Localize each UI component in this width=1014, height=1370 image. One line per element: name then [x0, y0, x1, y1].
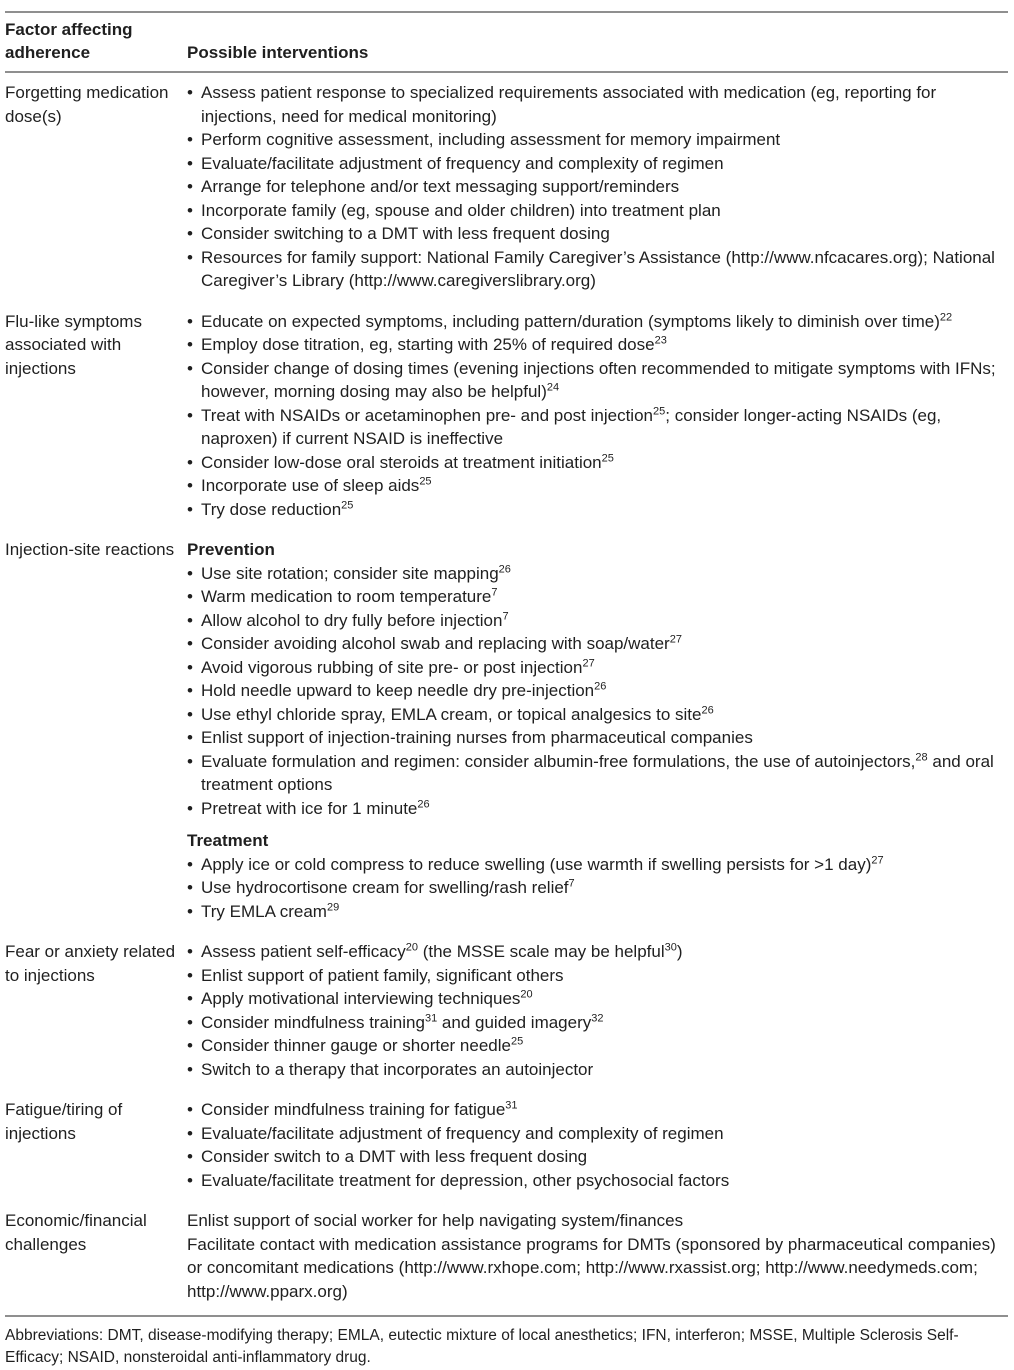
- section-heading: Treatment: [187, 831, 269, 850]
- bullet-item: • Hold needle upward to keep needle dry pre-injection$^{26}$: [187, 679, 1006, 703]
- interventions-cell: [187, 538, 1008, 923]
- bullet-list: [187, 940, 1006, 1081]
- interventions-cell: [187, 81, 1008, 293]
- table-header: [5, 13, 1008, 71]
- factor-cell: Injection-site reactions: [5, 540, 175, 559]
- bullet-item: • Allow alcohol to dry fully before injection$^7$: [187, 609, 1006, 633]
- bullet-list: [187, 81, 1006, 293]
- bullet-item: • Try dose reduction$^{25}$: [187, 498, 1006, 522]
- table-row: [5, 1098, 1008, 1192]
- bullet-item: • Enlist support of injection-training nurses from pharmaceutical companies: [187, 726, 1006, 750]
- factor-cell: Flu-like symptoms associated with injections: [5, 311, 142, 378]
- abbreviations-footnote: Abbreviations: DMT, disease-modifying therapy; EMLA, eutectic mixture of local anesthetics; IFN, interferon; MSSE, Multiple Sclerosis Self-Efficacy; NSAID, nonsteroidal anti-inflammatory drug.: [5, 1327, 959, 1366]
- bullet-item: • Use site rotation; consider site mapping$^{26}$: [187, 562, 1006, 586]
- bullet-list: [187, 1098, 1006, 1192]
- table-body: [5, 73, 1008, 1303]
- table-row: [5, 538, 1008, 923]
- bullet-item: • Assess patient response to specialized requirements associated with medication (eg, reporting for injections, need for medical monitoring): [187, 81, 1006, 128]
- bullet-item: • Treat with NSAIDs or acetaminophen pre- and post injection$^{25}$; consider longer-acting NSAIDs (eg, naproxen) if current NSAID is ineffective: [187, 404, 1006, 451]
- bullet-item: • Resources for family support: National Family Caregiver’s Assistance (http://www.nfcacares.org); National Caregiver’s Library (http://www.caregiverslibrary.org): [187, 246, 1006, 293]
- bullet-item: • Incorporate family (eg, spouse and older children) into treatment plan: [187, 199, 1006, 223]
- bullet-item: • Avoid vigorous rubbing of site pre- or post injection$^{27}$: [187, 656, 1006, 680]
- bullet-item: • Assess patient self-efficacy$^{20}$ (the MSSE scale may be helpful$^{30}$): [187, 940, 1006, 964]
- bullet-item: • Employ dose titration, eg, starting with 25% of required dose$^{23}$: [187, 333, 1006, 357]
- bullet-item: • Consider mindfulness training$^{31}$ and guided imagery$^{32}$: [187, 1011, 1006, 1035]
- bullet-item: • Evaluate formulation and regimen: consider albumin-free formulations, the use of autoinjectors,$^{28}$ and oral treatment options: [187, 750, 1006, 797]
- bullet-list: [187, 562, 1006, 821]
- bullet-item: • Consider change of dosing times (evening injections often recommended to mitigate symptoms with IFNs; however, morning dosing may also be helpful)$^{24}$: [187, 357, 1006, 404]
- bullet-item: • Incorporate use of sleep aids$^{25}$: [187, 474, 1006, 498]
- factor-cell: Economic/financial challenges: [5, 1211, 147, 1254]
- bullet-item: • Try EMLA cream$^{29}$: [187, 900, 1006, 924]
- bullet-item: • Warm medication to room temperature$^7$: [187, 585, 1006, 609]
- table-row: [5, 940, 1008, 1081]
- bullet-item: • Arrange for telephone and/or text messaging support/reminders: [187, 175, 1006, 199]
- factor-cell: Fatigue/tiring of injections: [5, 1100, 123, 1143]
- bullet-item: • Educate on expected symptoms, including pattern/duration (symptoms likely to diminish over time)$^{22}$: [187, 310, 1006, 334]
- interventions-cell: [187, 1098, 1008, 1192]
- bullet-item: • Consider mindfulness training for fatigue$^{31}$: [187, 1098, 1006, 1122]
- interventions-cell: [187, 940, 1008, 1081]
- bullet-item: • Enlist support of patient family, significant others: [187, 964, 1006, 988]
- bullet-item: • Consider switch to a DMT with less frequent dosing: [187, 1145, 1006, 1169]
- bullet-item: • Consider low-dose oral steroids at treatment initiation$^{25}$: [187, 451, 1006, 475]
- table-row: [5, 310, 1008, 522]
- bullet-item: • Consider thinner gauge or shorter needle$^{25}$: [187, 1034, 1006, 1058]
- bullet-item: • Perform cognitive assessment, including assessment for memory impairment: [187, 128, 1006, 152]
- bullet-item: • Evaluate/facilitate treatment for depression, other psychosocial factors: [187, 1169, 1006, 1193]
- header-interventions-label: Possible interventions: [187, 43, 369, 62]
- text-line: Facilitate contact with medication assistance programs for DMTs (sponsored by pharmaceutical companies) or concomitant medications (http://www.rxhope.com; http://www.rxassist.org; http://www.needymeds.com; http://www.pparx.org): [187, 1234, 996, 1301]
- interventions-cell: [187, 1209, 1008, 1303]
- bullet-list: [187, 853, 1006, 924]
- bullet-item: • Evaluate/facilitate adjustment of frequency and complexity of regimen: [187, 152, 1006, 176]
- bullet-list: [187, 310, 1006, 522]
- bullet-item: • Consider avoiding alcohol swab and replacing with soap/water$^{27}$: [187, 632, 1006, 656]
- bullet-item: • Apply ice or cold compress to reduce swelling (use warmth if swelling persists for >1 day)$^{27}$: [187, 853, 1006, 877]
- factor-cell: Fear or anxiety related to injections: [5, 942, 176, 985]
- factor-cell: Forgetting medication dose(s): [5, 83, 169, 126]
- bullet-item: • Consider switching to a DMT with less frequent dosing: [187, 222, 1006, 246]
- table-row: [5, 81, 1008, 293]
- bullet-item: • Switch to a therapy that incorporates an autoinjector: [187, 1058, 1006, 1082]
- text-block: [187, 1209, 1006, 1303]
- bullet-item: • Use hydrocortisone cream for swelling/rash relief$^7$: [187, 876, 1006, 900]
- bullet-item: • Pretreat with ice for 1 minute$^{26}$: [187, 797, 1006, 821]
- table-row: [5, 1209, 1008, 1303]
- bullet-item: • Apply motivational interviewing techniques$^{20}$: [187, 987, 1006, 1011]
- bullet-item: • Evaluate/facilitate adjustment of frequency and complexity of regimen: [187, 1122, 1006, 1146]
- interventions-cell: [187, 310, 1008, 522]
- bottom-rule: [5, 1315, 1008, 1317]
- header-factor-label: Factor affecting adherence: [5, 20, 133, 62]
- text-line: Enlist support of social worker for help navigating system/finances: [187, 1211, 684, 1230]
- bullet-item: • Use ethyl chloride spray, EMLA cream, or topical analgesics to site$^{26}$: [187, 703, 1006, 727]
- section-heading: Prevention: [187, 540, 275, 559]
